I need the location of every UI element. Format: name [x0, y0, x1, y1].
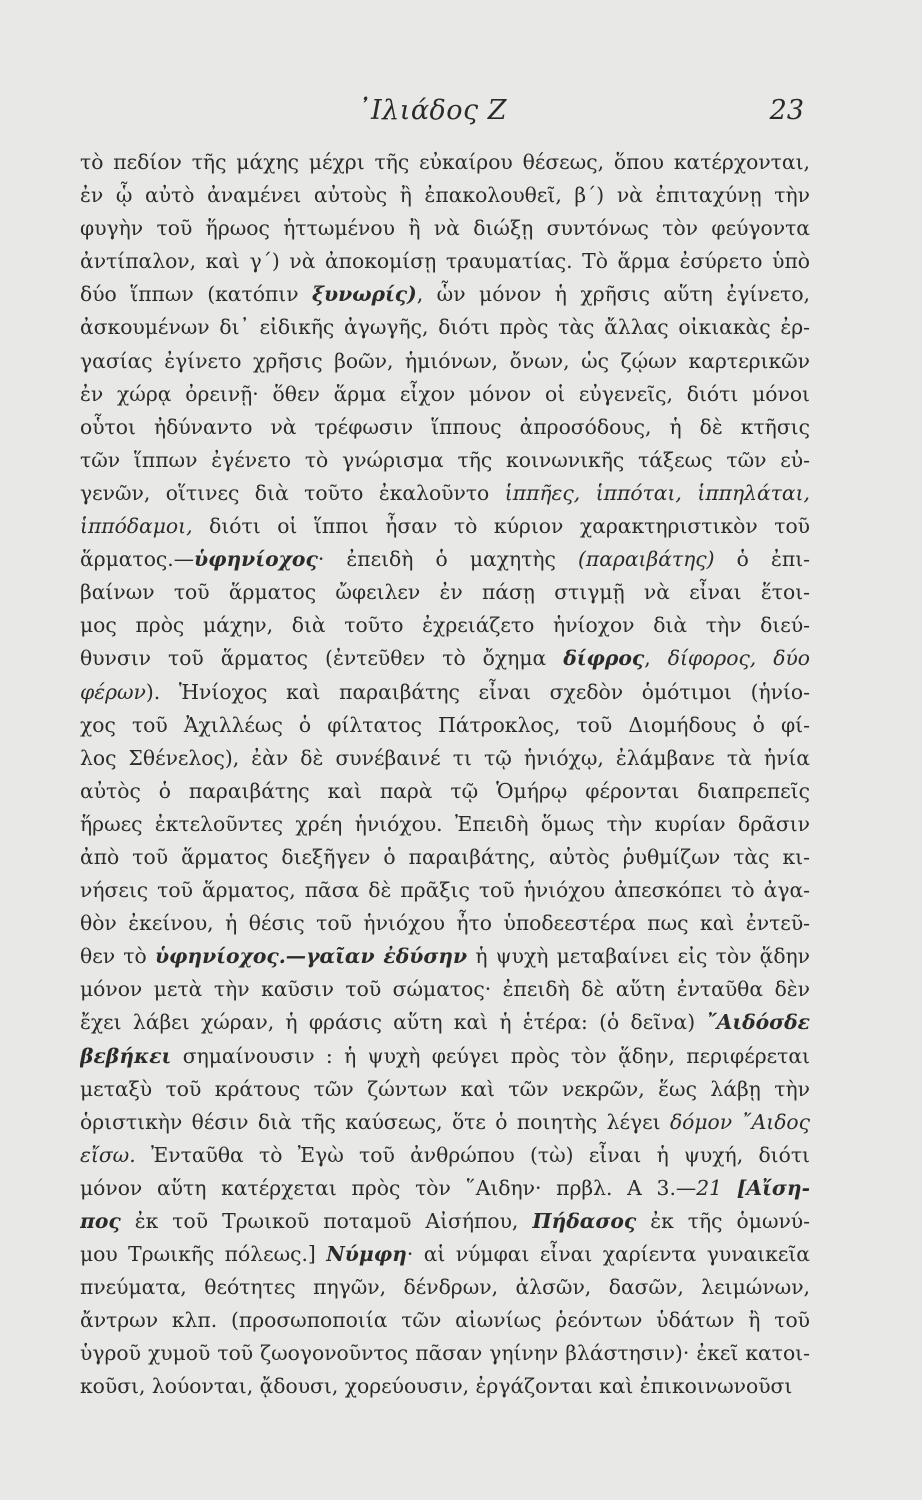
text-segment: (παραιβάτης) [577, 547, 715, 572]
text-line [80, 345, 810, 378]
text-segment [722, 1176, 737, 1200]
text-segment: · ἐπειδὴ ὁ μαχητὴς [317, 547, 578, 572]
text-segment: ἱππῆες, ἱππόται, ἱππηλάται, [504, 480, 810, 505]
text-line [80, 1337, 810, 1370]
text-line [80, 1271, 810, 1304]
text-segment: μος πρὸς μάχην, διὰ τοῦτο ἐχρειάζετο ἡνίοχον διὰ τὴν διεύ- [80, 613, 810, 638]
text-segment: ἀσκουμένων δι᾽ εἰδικῆς ἀγωγῆς, διότι πρὸς τὰς ἄλλας οἰκιακὰς ἐρ- [80, 315, 810, 340]
text-line [80, 311, 810, 344]
text-line [80, 212, 810, 245]
text-segment: θὸν ἐκείνου, ἡ θέσις τοῦ ἡνιόχου ἦτο ὑποδεεστέρα πως καὶ ἐντεῦ- [80, 911, 810, 936]
text-line [80, 1304, 810, 1337]
text-line [80, 709, 810, 742]
text-segment: ὑφηνίοχος.—γαῖαν ἐδύσην [154, 944, 468, 969]
text-segment: μόνον μετὰ τὴν καῦσιν τοῦ σώματος· ἐπειδὴ δὲ αὕτη ἐνταῦθα δὲν [80, 977, 810, 1002]
text-segment: ἱππόδαμοι, [80, 514, 193, 539]
text-segment: ἐν ᾧ αὐτὸ ἀναμένει αὐτοὺς ἢ ἐπακολουθεῖ, β΄) νὰ ἐπιταχύνῃ τὴν [80, 183, 810, 208]
text-line [80, 179, 810, 212]
text-segment: Ἐνταῦθα τὸ Ἐγὼ τοῦ ἀνθρώπου (τὼ) εἶναι ἡ ψυχή, διότι [135, 1142, 810, 1167]
text-segment: ὁ ἐπι- [714, 547, 810, 572]
text-line [80, 411, 810, 444]
text-line [80, 841, 810, 874]
text-segment: , [644, 646, 668, 671]
text-segment: , ὧν μόνον ἡ χρῆσις αὕτη ἐγίνετο, [416, 282, 810, 307]
text-line [80, 775, 810, 808]
text-line [80, 146, 810, 179]
text-line [80, 1172, 810, 1205]
text-segment: λος Σθένελος), ἐὰν δὲ συνέβαινέ τι τῷ ἡνιόχῳ, ἐλάμβανε τὰ ἡνία [80, 745, 810, 770]
text-line [80, 940, 810, 973]
text-segment: φυγὴν τοῦ ἥρωος ἡττωμένου ἢ νὰ διώξῃ συντόνως τὸν φεύγοντα [80, 216, 810, 241]
text-segment: πος [80, 1209, 121, 1233]
text-segment: ἔχει λάβει χώραν, ἡ φράσις αὕτη καὶ ἡ ἑτέρα: (ὁ δεῖνα) [80, 1010, 707, 1035]
text-segment: δίφορος, δύο [667, 646, 810, 671]
text-segment: [Αἴση- [736, 1175, 810, 1200]
text-segment: ὁριστικὴν θέσιν διὰ τῆς καύσεως, ὅτε ὁ ποιητὴς λέγει [80, 1109, 670, 1134]
text-segment: μου Τρωικῆς πόλεως.] [80, 1242, 327, 1267]
text-line [80, 444, 810, 477]
text-segment: ὑφηνίοχος [194, 547, 318, 572]
text-segment: ἡ ψυχὴ μεταβαίνει εἰς τὸν ᾅδην [467, 944, 810, 969]
text-line [80, 1106, 810, 1139]
text-segment: κοῦσι, λούονται, ᾄδουσι, χορεύουσιν, ἐργάζονται καὶ ἐπικοινωνοῦσι [80, 1374, 793, 1399]
text-segment: δίφρος [563, 646, 645, 671]
text-line [80, 378, 810, 411]
text-segment: χος τοῦ Ἀχιλλέως ὁ φίλτατος Πάτροκλος, τοῦ Διομήδους ὁ φί- [80, 712, 810, 737]
text-line [80, 1040, 810, 1073]
text-line [80, 1139, 810, 1172]
text-line [80, 543, 810, 576]
text-segment: πνεύματα, θεότητες πηγῶν, δένδρων, ἀλσῶν, δασῶν, λειμώνων, [80, 1275, 810, 1300]
text-segment: νήσεις τοῦ ἅρματος, πᾶσα δὲ πρᾶξις τοῦ ἡνιόχου ἀπεσκόπει τὸ ἀγα- [80, 878, 810, 903]
text-segment: δύο ἵππων (κατόπιν [80, 282, 313, 307]
text-segment: τῶν ἵππων ἐγένετο τὸ γνώρισμα τῆς κοινωνικῆς τάξεως τῶν εὐ- [80, 447, 810, 472]
text-segment: ἄντρων κλπ. (προσωποποιία τῶν αἰωνίως ῥεόντων ὑδάτων ἢ τοῦ [80, 1308, 810, 1333]
text-line [80, 1205, 810, 1238]
text-segment: αὐτὸς ὁ παραιβάτης καὶ παρὰ τῷ Ὁμήρῳ φέρονται διαπρεπεῖς [80, 778, 810, 803]
text-line [80, 676, 810, 709]
text-line [80, 278, 810, 311]
text-segment: ἅρματος.— [80, 547, 195, 572]
text-line [80, 1073, 810, 1106]
text-segment: ). Ἡνίοχος καὶ παραιβάτης εἶναι σχεδὸν ὁμότιμοι (ἡνίο- [145, 679, 810, 704]
text-segment: ῎Αιδόσδε [706, 1010, 810, 1035]
text-segment: 21 [696, 1175, 722, 1200]
text-segment: θεν τὸ [80, 944, 155, 969]
text-segment: δόμον ῎Αιδος [669, 1109, 810, 1134]
text-line [80, 808, 810, 841]
text-segment: · αἱ νύμφαι εἶναι χαρίεντα γυναικεῖα [406, 1242, 810, 1267]
text-line [80, 973, 810, 1006]
text-line [80, 245, 810, 278]
text-segment: οὗτοι ἠδύναντο νὰ τρέφωσιν ἵππους ἀπροσόδους, ἡ δὲ κτῆσις [80, 414, 810, 439]
text-segment: Νύμφη [326, 1242, 407, 1267]
text-segment: σημαίνουσιν : ἡ ψυχὴ φεύγει πρὸς τὸν ᾅδην, περιφέρεται [171, 1043, 810, 1068]
text-line [80, 576, 810, 609]
text-segment: Πήδασος [532, 1209, 637, 1233]
text-line [80, 477, 810, 510]
text-segment: γασίας ἐγίνετο χρῆσις βοῶν, ἡμιόνων, ὄνων, ὡς ζῴων καρτερικῶν [80, 348, 810, 373]
text-segment: θυνσιν τοῦ ἅρματος (ἐντεῦθεν τὸ ὄχημα [80, 646, 564, 671]
text-line [80, 1006, 810, 1039]
text-segment: τὸ πεδίον τῆς μάχης μέχρι τῆς εὐκαίρου θέσεως, ὅπου κατέρχονται, [80, 150, 810, 174]
text-line [80, 874, 810, 907]
text-line [80, 907, 810, 940]
page-header [60, 95, 804, 135]
text-line [80, 609, 810, 642]
text-segment: ἀντίπαλον, καὶ γ΄) νὰ ἀποκομίσῃ τραυματίας. Τὸ ἅρμα ἐσύρετο ὑπὸ [80, 249, 810, 274]
text-segment: μεταξὺ τοῦ κράτους τῶν ζώντων καὶ τῶν νεκρῶν, ἕως λάβῃ τὴν [80, 1076, 810, 1101]
text-segment: φέρων [80, 679, 146, 704]
text-segment: εἴσω. [80, 1142, 136, 1167]
text-segment: διότι οἱ ἵπποι ἦσαν τὸ κύριον χαρακτηριστικὸν τοῦ [192, 514, 810, 539]
text-line [80, 742, 810, 775]
text-segment: γενῶν, οἵτινες διὰ τοῦτο ἐκαλοῦντο [80, 480, 505, 505]
text-segment: ἐκ τῆς ὁμωνύ- [636, 1209, 810, 1233]
text-segment: ἐν χώρᾳ ὀρεινῇ· ὅθεν ἅρμα εἶχον μόνον οἱ εὐγενεῖς, διότι μόνοι [80, 381, 810, 406]
text-segment: βεβήκει [80, 1043, 172, 1068]
text-line [80, 510, 810, 543]
text-line [80, 642, 810, 675]
text-segment: ἐκ τοῦ Τρωικοῦ ποταμοῦ Αἰσήπου, [120, 1209, 533, 1233]
text-segment: βαίνων τοῦ ἅρματος ὤφειλεν ἐν πάσῃ στιγμῇ νὰ εἶναι ἕτοι- [80, 580, 810, 605]
text-segment: ἀπὸ τοῦ ἅρματος διεξῆγεν ὁ παραιβάτης, αὐτὸς ῥυθμίζων τὰς κι- [80, 844, 810, 869]
running-title: ᾿Ιλιάδος Ζ [356, 95, 508, 126]
text-line [80, 1370, 810, 1403]
body-text [80, 146, 810, 1404]
text-segment: ἥρωες ἐκτελοῦντες χρέη ἡνιόχου. Ἐπειδὴ ὅμως τὴν κυρίαν δρᾶσιν [80, 811, 810, 836]
text-segment: μόνον αὕτη κατέρχεται πρὸς τὸν ῞Αιδην· πρβλ. Α 3.— [80, 1175, 697, 1200]
text-segment: ξυνωρίς) [312, 282, 417, 307]
text-segment: ὑγροῦ χυμοῦ τοῦ ζωογονοῦντος πᾶσαν γηίνην βλάστησιν)· ἐκεῖ κατοι- [80, 1341, 810, 1366]
text-line [80, 1238, 810, 1271]
page-number: 23 [769, 95, 804, 126]
